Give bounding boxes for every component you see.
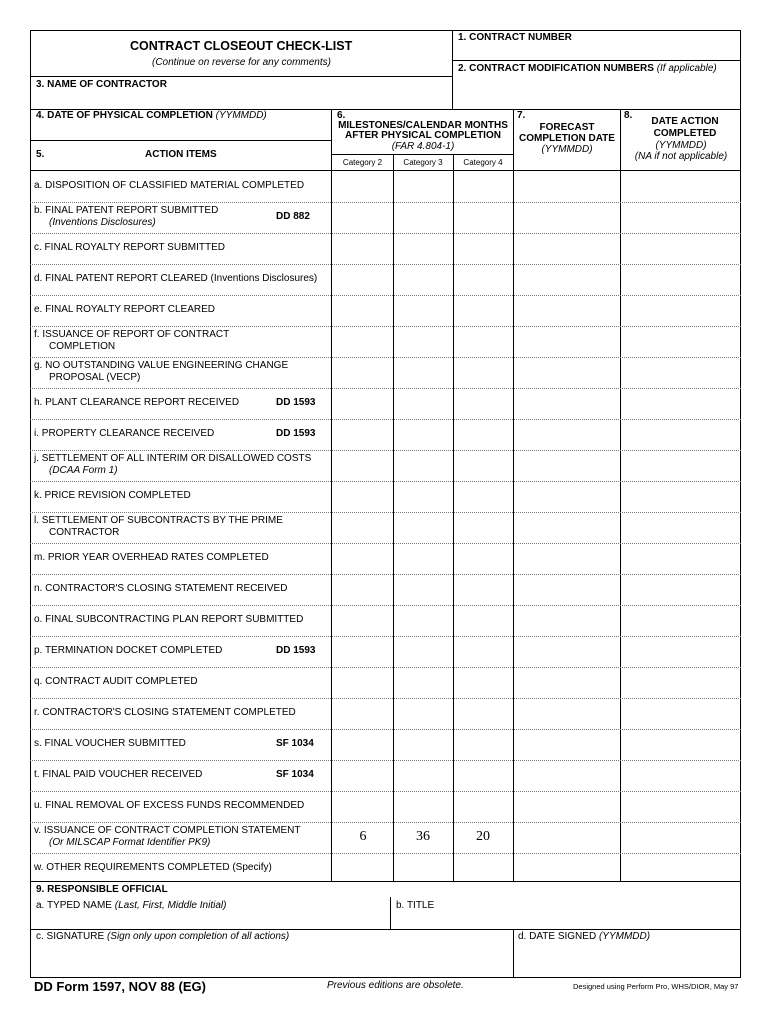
cat4-cell[interactable]	[454, 512, 513, 542]
responsible-official-label: 9. RESPONSIBLE OFFICIAL	[36, 884, 168, 895]
contract-number-label: 1. CONTRACT NUMBER	[458, 32, 572, 43]
mod-numbers-label: 2. CONTRACT MODIFICATION NUMBERS (If applicable)	[458, 63, 717, 74]
signature-label: c. SIGNATURE (Sign only upon completion of all actions)	[36, 931, 290, 942]
date-action-cell[interactable]	[621, 760, 740, 790]
date-action-label-1: DATE ACTION	[651, 116, 719, 127]
cat3-cell[interactable]	[394, 264, 453, 294]
action-item-label-cont: (Or MILSCAP Format Identifier PK9)	[49, 837, 211, 848]
cat2-cell[interactable]	[332, 853, 393, 883]
forecast-label-2: COMPLETION DATE	[519, 133, 615, 144]
forecast-cell[interactable]	[514, 419, 620, 449]
cat3-cell[interactable]	[394, 729, 453, 759]
forecast-cell[interactable]	[514, 853, 620, 883]
cat4-cell[interactable]	[454, 698, 513, 728]
forecast-cell[interactable]	[514, 450, 620, 480]
forecast-cell[interactable]	[514, 326, 620, 356]
action-item-label: v. ISSUANCE OF CONTRACT COMPLETION STATEMENT	[34, 825, 301, 836]
action-item-label: o. FINAL SUBCONTRACTING PLAN REPORT SUBMITTED	[34, 614, 304, 625]
forecast-cell[interactable]	[514, 636, 620, 666]
action-item-label: r. CONTRACTOR'S CLOSING STATEMENT COMPLETED	[34, 707, 296, 718]
forecast-cell[interactable]	[514, 512, 620, 542]
phys-completion-label: 4. DATE OF PHYSICAL COMPLETION (YYMMDD)	[36, 110, 267, 121]
cat3-cell[interactable]	[394, 295, 453, 325]
table-row	[31, 326, 331, 357]
cat3-cell[interactable]	[394, 357, 453, 387]
action-item-label-cont: CONTRACTOR	[49, 527, 120, 538]
action-item-label: s. FINAL VOUCHER SUBMITTED	[34, 738, 186, 749]
date-signed-field[interactable]	[514, 944, 740, 977]
forecast-num: 7.	[517, 110, 526, 121]
action-item-label: h. PLANT CLEARANCE REPORT RECEIVED	[34, 397, 240, 408]
category-4-header: Category 4	[463, 158, 503, 167]
cat4-cell[interactable]	[454, 636, 513, 666]
date-action-num: 8.	[624, 110, 633, 121]
cat4-cell[interactable]	[454, 543, 513, 573]
table-row	[31, 636, 331, 667]
cat3-cell[interactable]	[394, 543, 453, 573]
table-row	[31, 574, 331, 605]
cat2-cell[interactable]	[332, 295, 393, 325]
cat4-cell[interactable]	[454, 295, 513, 325]
action-item-label: p. TERMINATION DOCKET COMPLETED	[34, 645, 223, 656]
cat3-cell[interactable]	[394, 202, 453, 232]
forecast-cell[interactable]	[514, 605, 620, 635]
forecast-cell[interactable]	[514, 233, 620, 263]
action-item-label: d. FINAL PATENT REPORT CLEARED (Inventions Disclosures)	[34, 273, 318, 284]
cat4-cell[interactable]	[454, 667, 513, 697]
forecast-cell[interactable]	[514, 171, 620, 201]
forecast-fmt: (YYMMDD)	[541, 144, 593, 155]
cat2-cell[interactable]	[332, 388, 393, 418]
forecast-cell[interactable]	[514, 388, 620, 418]
table-row	[31, 202, 331, 233]
cat2-cell[interactable]	[332, 481, 393, 511]
action-item-label: j. SETTLEMENT OF ALL INTERIM OR DISALLOWED COSTS	[34, 453, 312, 464]
cat4-cell[interactable]	[454, 326, 513, 356]
typed-name-label: a. TYPED NAME (Last, First, Middle Initial)	[36, 900, 227, 911]
date-signed-label: d. DATE SIGNED (YYMMDD)	[518, 931, 651, 942]
action-item-label: u. FINAL REMOVAL OF EXCESS FUNDS RECOMMENDED	[34, 800, 305, 811]
cat3-cell[interactable]	[394, 233, 453, 263]
date-action-cell[interactable]	[621, 574, 740, 604]
forecast-cell[interactable]	[514, 481, 620, 511]
date-action-cell[interactable]	[621, 326, 740, 356]
cat4-cell[interactable]	[454, 419, 513, 449]
date-action-cell[interactable]	[621, 450, 740, 480]
action-item-label: i. PROPERTY CLEARANCE RECEIVED	[34, 428, 215, 439]
date-action-cell[interactable]	[621, 202, 740, 232]
cat2-cell[interactable]	[332, 233, 393, 263]
date-action-cell[interactable]	[621, 357, 740, 387]
cat4-cell[interactable]	[454, 357, 513, 387]
cat2-cell[interactable]	[332, 419, 393, 449]
phys-completion-field[interactable]	[31, 124, 331, 140]
date-action-cell[interactable]	[621, 233, 740, 263]
action-item-label: w. OTHER REQUIREMENTS COMPLETED (Specify)	[34, 862, 272, 873]
cat2-cell[interactable]	[332, 791, 393, 821]
forecast-cell[interactable]	[514, 295, 620, 325]
date-action-cell[interactable]	[621, 605, 740, 635]
date-action-cell[interactable]	[621, 822, 740, 852]
table-row	[31, 388, 331, 419]
date-action-cell[interactable]	[621, 729, 740, 759]
cat4-cell[interactable]	[454, 605, 513, 635]
form-reference: DD 1593	[276, 645, 316, 656]
form-id: DD Form 1597, NOV 88 (EG)	[34, 979, 206, 994]
cat4-cell[interactable]	[454, 481, 513, 511]
milestones-label-1: MILESTONES/CALENDAR MONTHS	[338, 120, 508, 131]
cat3-cell[interactable]	[394, 636, 453, 666]
action-item-label: m. PRIOR YEAR OVERHEAD RATES COMPLETED	[34, 552, 269, 563]
cat4-cell[interactable]	[454, 171, 513, 201]
cat2-cell[interactable]	[332, 667, 393, 697]
date-action-cell[interactable]	[621, 698, 740, 728]
cat4-cell[interactable]	[454, 574, 513, 604]
cat2-cell[interactable]	[332, 202, 393, 232]
cat4-cell[interactable]	[454, 729, 513, 759]
cat4-cell[interactable]	[454, 450, 513, 480]
date-action-cell[interactable]	[621, 388, 740, 418]
cat3-cell[interactable]	[394, 450, 453, 480]
forecast-cell[interactable]	[514, 760, 620, 790]
cat2-cell[interactable]	[332, 729, 393, 759]
typed-name-field[interactable]	[31, 912, 390, 929]
table-row	[31, 481, 331, 512]
forecast-cell[interactable]	[514, 543, 620, 573]
cat3-cell[interactable]	[394, 171, 453, 201]
action-item-label: f. ISSUANCE OF REPORT OF CONTRACT	[34, 329, 230, 340]
cat4-cell[interactable]	[454, 760, 513, 790]
cat3-cell[interactable]	[394, 853, 453, 883]
date-action-cell[interactable]	[621, 791, 740, 821]
date-action-cell[interactable]	[621, 636, 740, 666]
forecast-cell[interactable]	[514, 822, 620, 852]
forecast-cell[interactable]	[514, 202, 620, 232]
date-action-label-2: COMPLETED	[653, 128, 717, 139]
cat4-cell[interactable]	[454, 388, 513, 418]
cat2-cell[interactable]	[332, 357, 393, 387]
table-row	[31, 760, 331, 791]
cat3-cell[interactable]	[394, 760, 453, 790]
table-row	[31, 233, 331, 264]
date-action-cell[interactable]	[621, 853, 740, 883]
table-row	[31, 853, 331, 884]
table-row	[31, 295, 331, 326]
table-row	[31, 791, 331, 822]
action-item-label-cont: (Inventions Disclosures)	[49, 217, 156, 228]
action-item-label-cont: PROPOSAL (VECP)	[49, 372, 141, 383]
form-reference: DD 1593	[276, 428, 316, 439]
table-row	[31, 512, 331, 543]
date-action-cell[interactable]	[621, 667, 740, 697]
action-item-label: e. FINAL ROYALTY REPORT CLEARED	[34, 304, 215, 315]
cat2-cell[interactable]	[332, 760, 393, 790]
cat2-cell[interactable]	[332, 698, 393, 728]
table-row	[31, 605, 331, 636]
cat4-cell[interactable]	[454, 264, 513, 294]
date-action-cell[interactable]	[621, 481, 740, 511]
designed-note: Designed using Perform Pro, WHS/DIOR, May 97	[573, 982, 739, 991]
cat2-cell[interactable]	[332, 171, 393, 201]
cat2-cell[interactable]	[332, 264, 393, 294]
action-item-label-cont: COMPLETION	[49, 341, 116, 352]
cat2-cell[interactable]	[332, 636, 393, 666]
forecast-cell[interactable]	[514, 729, 620, 759]
action-items-num: 5.	[36, 149, 45, 160]
forecast-cell[interactable]	[514, 667, 620, 697]
action-item-label: c. FINAL ROYALTY REPORT SUBMITTED	[34, 242, 225, 253]
forecast-label-1: FORECAST	[539, 122, 595, 133]
cat4-cell[interactable]	[454, 202, 513, 232]
action-item-label: l. SETTLEMENT OF SUBCONTRACTS BY THE PRIME	[34, 515, 283, 526]
cat3-cell[interactable]	[394, 698, 453, 728]
action-item-label: a. DISPOSITION OF CLASSIFIED MATERIAL COMPLETED	[34, 180, 305, 191]
cat2-cell[interactable]	[332, 574, 393, 604]
table-row	[31, 729, 331, 760]
forecast-cell[interactable]	[514, 791, 620, 821]
cat3-cell[interactable]	[394, 512, 453, 542]
cat4-cell[interactable]	[454, 791, 513, 821]
table-row	[31, 450, 331, 481]
table-row	[31, 264, 331, 295]
cat3-cell[interactable]	[394, 605, 453, 635]
action-item-label: b. FINAL PATENT REPORT SUBMITTED	[34, 205, 219, 216]
cat3-cell[interactable]	[394, 667, 453, 697]
cat3-cell[interactable]	[394, 791, 453, 821]
form-subtitle: (Continue on reverse for any comments)	[152, 57, 331, 68]
cat4-cell[interactable]	[454, 233, 513, 263]
cat2-cell[interactable]	[332, 326, 393, 356]
form-title: CONTRACT CLOSEOUT CHECK-LIST	[130, 39, 353, 53]
contractor-field[interactable]	[31, 92, 452, 109]
action-item-label: g. NO OUTSTANDING VALUE ENGINEERING CHANGE	[34, 360, 289, 371]
date-action-cell[interactable]	[621, 419, 740, 449]
action-item-label: k. PRICE REVISION COMPLETED	[34, 490, 191, 501]
category-2-header: Category 2	[342, 158, 383, 167]
item-v-category-4-value[interactable]: 20	[476, 829, 490, 844]
date-action-cell[interactable]	[621, 512, 740, 542]
obsolete-note: Previous editions are obsolete.	[327, 980, 464, 991]
action-item-label: q. CONTRACT AUDIT COMPLETED	[34, 676, 198, 687]
form-reference: SF 1034	[276, 738, 314, 749]
form-reference: DD 1593	[276, 397, 316, 408]
title-field[interactable]	[391, 912, 740, 929]
milestones-label-2: AFTER PHYSICAL COMPLETION	[345, 130, 501, 141]
date-action-na: (NA if not applicable)	[634, 151, 728, 162]
item-v-category-2-value[interactable]: 6	[359, 829, 367, 844]
date-action-cell[interactable]	[621, 295, 740, 325]
contract-number-field[interactable]	[453, 44, 740, 60]
contractor-label: 3. NAME OF CONTRACTOR	[36, 79, 167, 90]
forecast-cell[interactable]	[514, 698, 620, 728]
milestones-far: (FAR 4.804-1)	[391, 141, 455, 152]
table-row	[31, 698, 331, 729]
table-row	[31, 357, 331, 388]
cat3-cell[interactable]	[394, 326, 453, 356]
cat2-cell[interactable]	[332, 605, 393, 635]
table-row	[31, 822, 331, 853]
forecast-cell[interactable]	[514, 264, 620, 294]
date-action-cell[interactable]	[621, 171, 740, 201]
date-action-cell[interactable]	[621, 543, 740, 573]
forecast-cell[interactable]	[514, 357, 620, 387]
category-3-header: Category 3	[403, 158, 443, 167]
cat3-cell[interactable]	[394, 574, 453, 604]
cat2-cell[interactable]	[332, 512, 393, 542]
cat2-cell[interactable]	[332, 543, 393, 573]
cat4-cell[interactable]	[454, 853, 513, 883]
action-item-label: n. CONTRACTOR'S CLOSING STATEMENT RECEIVED	[34, 583, 288, 594]
forecast-cell[interactable]	[514, 574, 620, 604]
table-row	[31, 419, 331, 450]
item-v-category-3-value[interactable]: 36	[416, 829, 430, 844]
signature-field[interactable]	[31, 944, 512, 977]
cat3-cell[interactable]	[394, 481, 453, 511]
date-action-fmt: (YYMMDD)	[655, 140, 707, 151]
table-row	[31, 543, 331, 574]
cat3-cell[interactable]	[394, 419, 453, 449]
action-items-label: ACTION ITEMS	[145, 149, 217, 160]
milestones-num: 6.	[337, 110, 346, 121]
action-item-label: t. FINAL PAID VOUCHER RECEIVED	[34, 769, 203, 780]
title-label: b. TITLE	[396, 900, 435, 911]
cat3-cell[interactable]	[394, 388, 453, 418]
action-item-label-cont: (DCAA Form 1)	[49, 465, 118, 476]
mod-numbers-field[interactable]	[453, 76, 740, 109]
table-row	[31, 171, 331, 202]
cat2-cell[interactable]	[332, 450, 393, 480]
form-reference: DD 882	[276, 211, 310, 222]
table-row	[31, 667, 331, 698]
date-action-cell[interactable]	[621, 264, 740, 294]
form-reference: SF 1034	[276, 769, 314, 780]
